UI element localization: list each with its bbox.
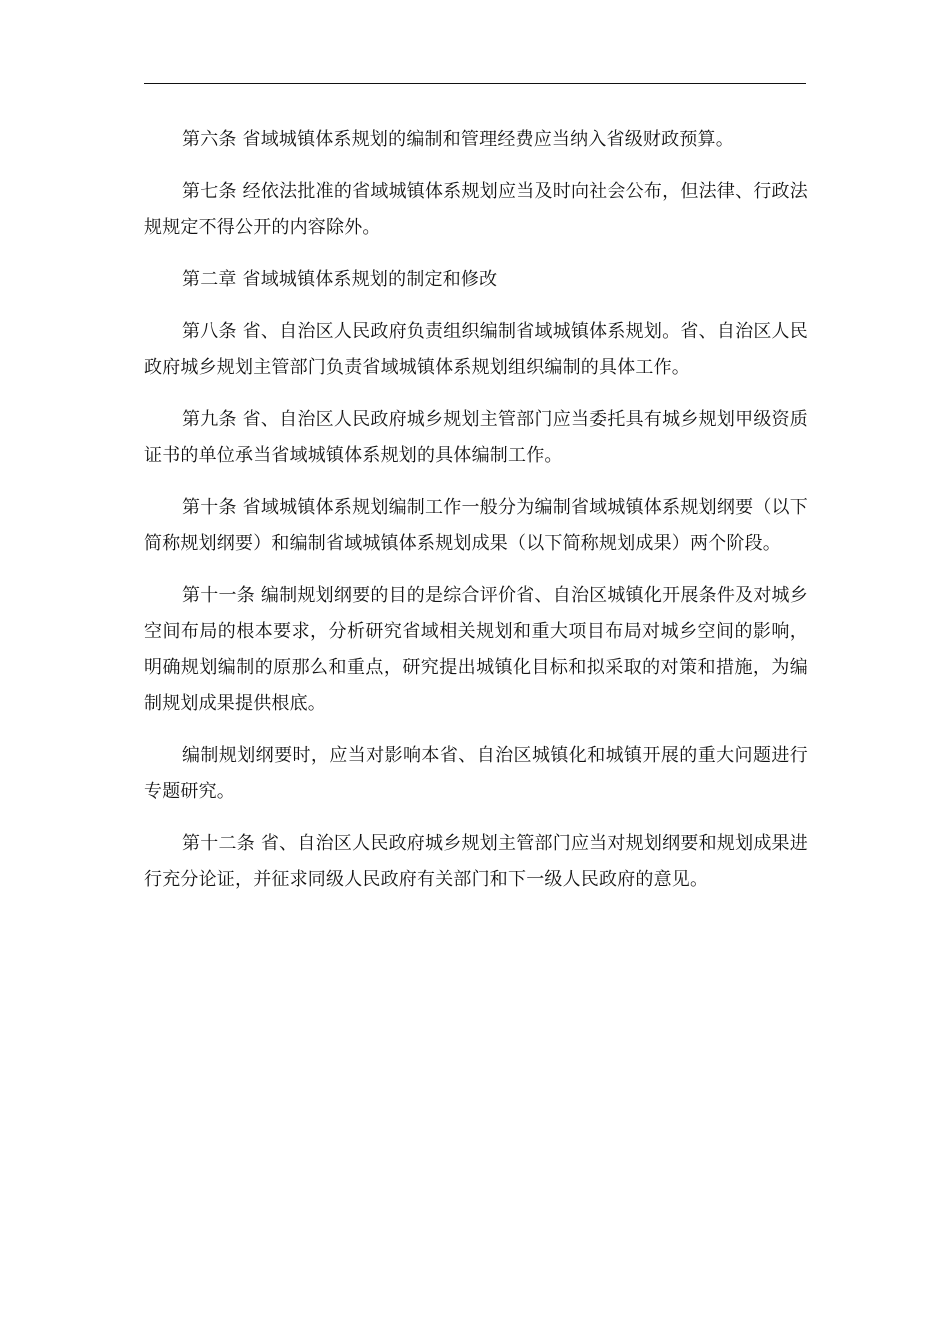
document-body [144,122,808,914]
article-10: 第十条 省域城镇体系规划编制工作一般分为编制省域城镇体系规划纲要（以下简称规划纲要）和编制省域城镇体系规划成果（以下简称规划成果）两个阶段。 [144,497,808,554]
article-8: 第八条 省、自治区人民政府负责组织编制省域城镇体系规划。省、自治区人民政府城乡规划主管部门负责省域城镇体系规划组织编制的具体工作。 [144,321,808,378]
article-9: 第九条 省、自治区人民政府城乡规划主管部门应当委托具有城乡规划甲级资质证书的单位承当省域城镇体系规划的具体编制工作。 [144,409,808,466]
chapter-2-heading: 第二章 省域城镇体系规划的制定和修改 [182,269,498,290]
header-rule [144,83,806,84]
article-6: 第六条 省域城镇体系规划的编制和管理经费应当纳入省级财政预算。 [182,129,734,150]
article-11: 第十一条 编制规划纲要的目的是综合评价省、自治区城镇化开展条件及对城乡空间布局的根本要求，分析研究省域相关规划和重大项目布局对城乡空间的影响，明确规划编制的原那么和重点，研究提出城镇化目标和拟采取的对策和措施，为编制规划成果提供根底。 [144,585,808,714]
article-11-supplement: 编制规划纲要时，应当对影响本省、自治区城镇化和城镇开展的重大问题进行专题研究。 [144,745,808,802]
article-12: 第十二条 省、自治区人民政府城乡规划主管部门应当对规划纲要和规划成果进行充分论证，并征求同级人民政府有关部门和下一级人民政府的意见。 [144,833,808,890]
article-7: 第七条 经依法批准的省域城镇体系规划应当及时向社会公布，但法律、行政法规规定不得公开的内容除外。 [144,181,808,238]
